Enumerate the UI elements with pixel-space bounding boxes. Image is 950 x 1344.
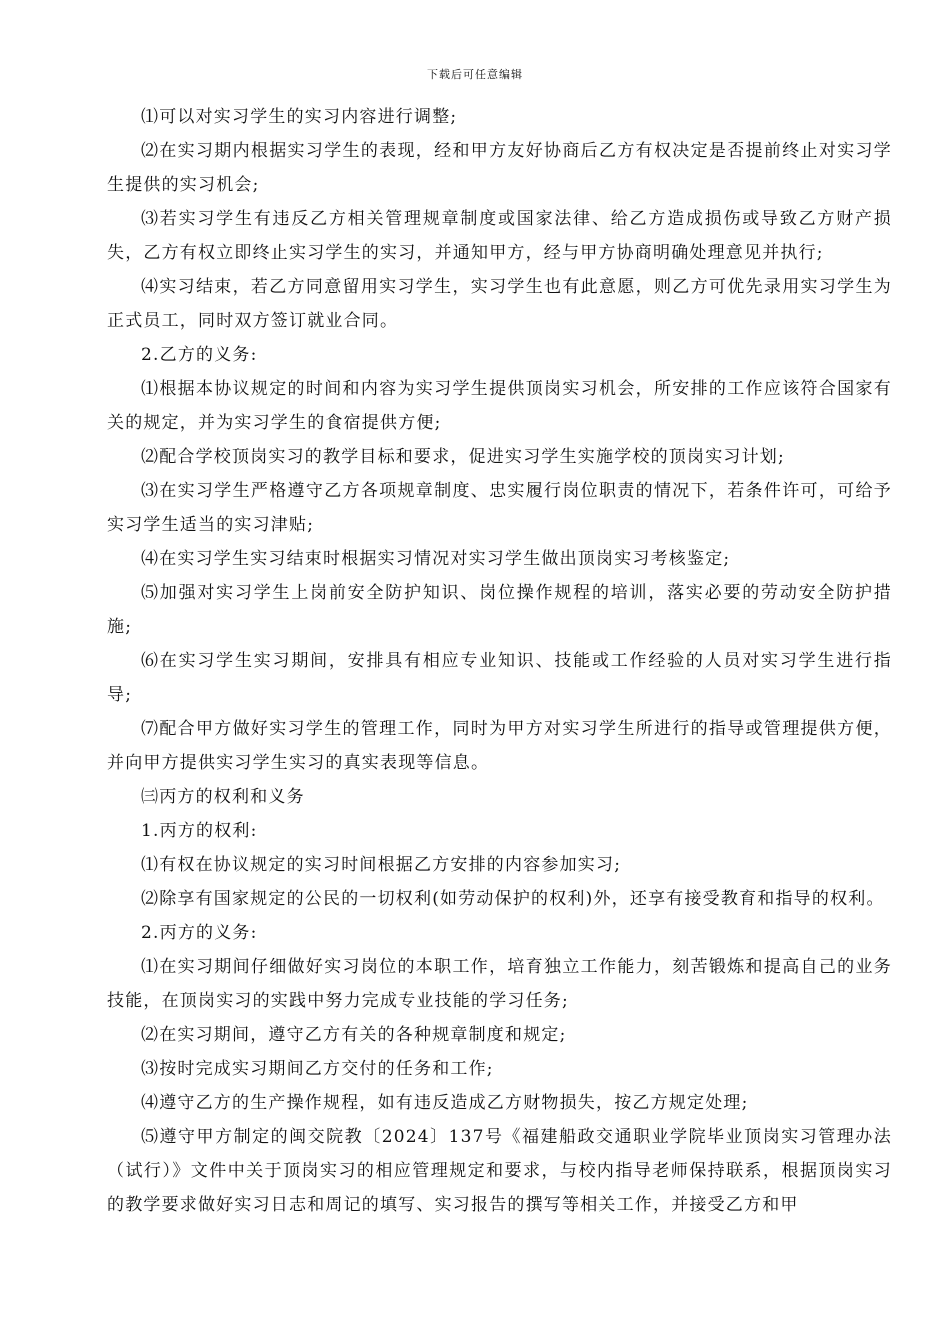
- paragraph: ⑸遵守甲方制定的闽交院教〔2024〕137号《福建船政交通职业学院毕业顶岗实习管理办法（试行）》文件中关于顶岗实习的相应管理规定和要求，与校内指导老师保持联系，根据顶岗实习的教学要求做好实习日志和周记的填写、实习报告的撰写等相关工作，并接受乙方和甲: [107, 1127, 892, 1215]
- page-header-note: 下载后可任意编辑: [427, 68, 523, 81]
- paragraph: ⑺配合甲方做好实习学生的管理工作，同时为甲方对实习学生所进行的指导或管理提供方便，并向甲方提供实习学生实习的真实表现等信息。: [107, 719, 892, 773]
- paragraph: ⑴有权在协议规定的实习时间根据乙方安排的内容参加实习;: [141, 855, 622, 875]
- section-heading: 1.丙方的权利:: [141, 821, 258, 841]
- paragraph: ⑴根据本协议规定的时间和内容为实习学生提供顶岗实习机会，所安排的工作应该符合国家有关的规定，并为实习学生的食宿提供方便;: [107, 379, 892, 433]
- paragraph: ⑶在实习学生严格遵守乙方各项规章制度、忠实履行岗位职责的情况下，若条件许可，可给予实习学生适当的实习津贴;: [107, 481, 892, 535]
- paragraph: ⑵除享有国家规定的公民的一切权利(如劳动保护的权利)外，还享有接受教育和指导的权利。: [141, 889, 885, 909]
- paragraph: ⑴在实习期间仔细做好实习岗位的本职工作，培育独立工作能力，刻苦锻炼和提高自己的业务技能，在顶岗实习的实践中努力完成专业技能的学习任务;: [107, 957, 892, 1011]
- paragraph: ⑶若实习学生有违反乙方相关管理规章制度或国家法律、给乙方造成损伤或导致乙方财产损失，乙方有权立即终止实习学生的实习，并通知甲方，经与甲方协商明确处理意见并执行;: [107, 209, 892, 263]
- paragraph: ⑵在实习期间，遵守乙方有关的各种规章制度和规定;: [141, 1025, 567, 1045]
- paragraph: ⑴可以对实习学生的实习内容进行调整;: [141, 107, 458, 127]
- section-heading: ㈢丙方的权利和义务: [141, 787, 305, 807]
- paragraph: ⑸加强对实习学生上岗前安全防护知识、岗位操作规程的培训，落实必要的劳动安全防护措施;: [107, 583, 892, 637]
- paragraph: ⑵配合学校顶岗实习的教学目标和要求，促进实习学生实施学校的顶岗实习计划;: [141, 447, 785, 467]
- paragraph: ⑷在实习学生实习结束时根据实习情况对实习学生做出顶岗实习考核鉴定;: [141, 549, 731, 569]
- paragraph: ⑹在实习学生实习期间，安排具有相应专业知识、技能或工作经验的人员对实习学生进行指导;: [107, 651, 892, 705]
- section-heading: 2.乙方的义务:: [141, 345, 258, 365]
- paragraph: ⑷实习结束，若乙方同意留用实习学生，实习学生也有此意愿，则乙方可优先录用实习学生为正式员工，同时双方签订就业合同。: [107, 277, 892, 331]
- paragraph: ⑵在实习期内根据实习学生的表现，经和甲方友好协商后乙方有权决定是否提前终止对实习学生提供的实习机会;: [107, 141, 892, 195]
- paragraph: ⑶按时完成实习期间乙方交付的任务和工作;: [141, 1059, 494, 1079]
- document-body: [107, 100, 892, 1222]
- paragraph: ⑷遵守乙方的生产操作规程，如有违反造成乙方财物损失，按乙方规定处理;: [141, 1093, 749, 1113]
- section-heading: 2.丙方的义务:: [141, 923, 258, 943]
